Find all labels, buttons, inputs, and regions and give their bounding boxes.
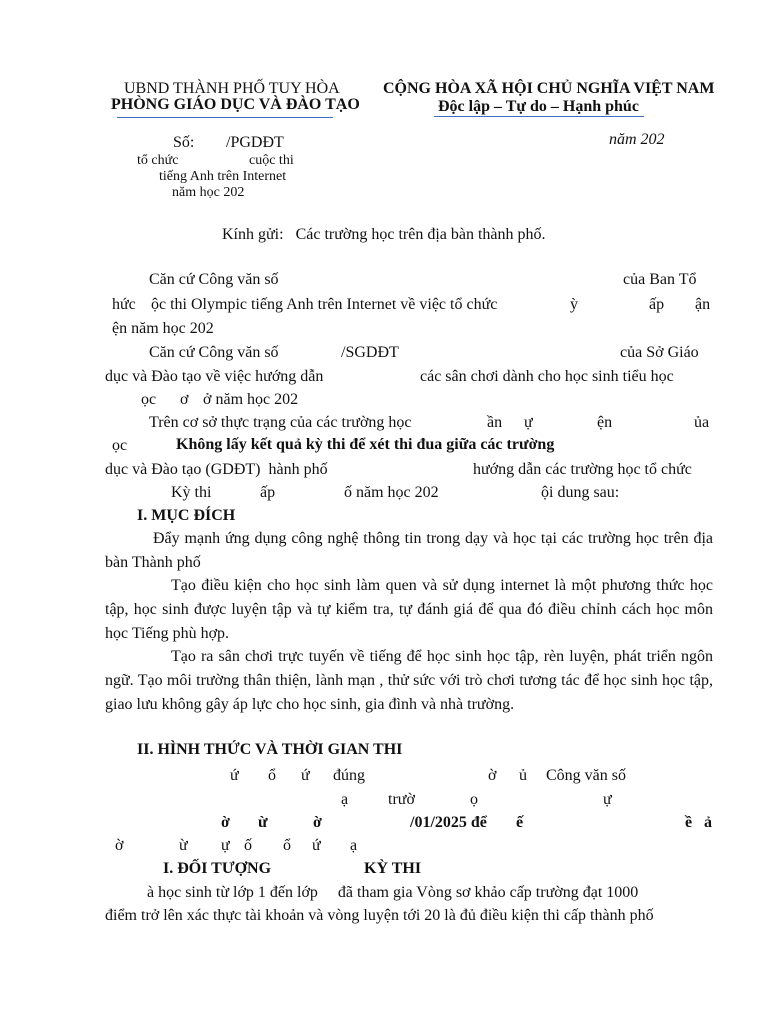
target-paragraph-first-line: à học sinh từ lớp 1 đến lớp đã tham gia Vòng sơ khảo cấp trường đạt 1000 <box>147 884 639 901</box>
body-text: Kỳ thi <box>171 484 212 501</box>
body-text: ờ <box>221 814 230 831</box>
body-text: ội dung sau: <box>541 484 620 501</box>
body-text: Căn cứ Công văn số <box>149 344 279 361</box>
body-text: ận <box>695 296 711 313</box>
body-text: ề <box>685 814 693 831</box>
body-text: các sân chơi dành cho học sinh tiểu học <box>420 368 674 385</box>
body-text: đúng <box>333 767 365 784</box>
body-text: ủa <box>694 414 710 431</box>
body-text: ện <box>597 414 613 431</box>
body-text: ờ <box>115 837 124 854</box>
national-title: CỘNG HÒA XÃ HỘI CHỦ NGHĨA VIỆT NAM <box>383 80 715 97</box>
body-text: ổ <box>283 837 291 854</box>
body-text: ọ <box>470 791 478 808</box>
body-text: ện năm học 202 <box>112 320 214 337</box>
body-text: ự <box>524 414 533 431</box>
body-text: dục và Đào tạo (GDĐT) hành phố <box>105 461 328 478</box>
body-text: ở năm học 202 <box>203 391 299 408</box>
document-number-label: Số: <box>173 134 195 151</box>
body-text: ừ <box>179 837 188 854</box>
body-text: ủ <box>519 767 527 784</box>
target-paragraph-rest: điểm trở lên xác thực tài khoản và vòng luyện tới 20 là đủ điều kiện thi cấp thành phố <box>105 907 654 924</box>
subject-line-2: tiếng Anh trên Internet <box>159 169 287 184</box>
body-text: ấp <box>649 296 665 313</box>
body-text: ứ <box>230 767 239 784</box>
body-text: dục và Đào tạo về việc hướng dẫn <box>105 368 324 385</box>
body-text: ỳ <box>570 296 578 313</box>
body-text: của Sở Giáo <box>620 344 699 361</box>
body-text: ọc <box>112 437 128 454</box>
left-header-rule <box>117 117 333 118</box>
body-text: Công văn số <box>546 767 626 784</box>
national-motto: Độc lập – Tự do – Hạnh phúc <box>438 98 639 115</box>
document-date: năm 202 <box>609 131 665 148</box>
document-number-code: /PGDĐT <box>226 134 284 151</box>
body-text: ờ <box>313 814 322 831</box>
body-text: ả <box>704 814 712 831</box>
section-heading-format-time: II. HÌNH THỨC VÀ THỜI GIAN THI <box>137 741 403 758</box>
body-text: ứ <box>301 767 310 784</box>
emphasis-text: Không lấy kết quả kỳ thi để xét thi đua giữa các trường <box>176 436 555 453</box>
body-text: ự <box>603 791 612 808</box>
purpose-paragraph-1: Đẩy mạnh ứng dụng công nghệ thông tin trong dạy và học tại các trường học trên địa bàn Thành phố <box>105 530 713 571</box>
body-text: ấp <box>260 484 276 501</box>
body-text: ổ <box>268 767 276 784</box>
section-heading-target: I. ĐỐI TƯỢNG <box>163 860 272 877</box>
body-text: ự <box>221 837 230 854</box>
body-text: ần <box>487 414 503 431</box>
body-text: Căn cứ Công văn số <box>149 271 279 288</box>
purpose-paragraph-2: Tạo điều kiện cho học sinh làm quen và sử dụng internet là một phương thức học tập, học sinh được luyện tập và tự kiểm tra, tự đánh giá để qua đó điều chỉnh cách học môn học Tiếng phù hợp. <box>105 577 713 642</box>
body-text: trườ <box>388 791 415 808</box>
greeting: Kính gửi: Các trường học trên địa bàn thành phố. <box>222 226 546 243</box>
body-text: ừ <box>258 814 268 831</box>
body-text: ờ <box>488 767 497 784</box>
section-heading-target-right: KỲ THI <box>364 860 422 877</box>
right-header-rule <box>434 116 644 117</box>
subject-line-1b: cuộc thi <box>249 153 294 168</box>
department-name: PHÒNG GIÁO DỤC VÀ ĐÀO TẠO <box>111 96 360 113</box>
body-text: hức <box>112 296 136 313</box>
body-text: ế <box>516 814 524 831</box>
body-text: /SGDĐT <box>341 344 399 361</box>
body-text: ứ <box>312 837 321 854</box>
section-heading-purpose: I. MỤC ĐÍCH <box>137 507 236 524</box>
body-text: ơ <box>180 391 189 408</box>
subject-line-1a: tổ chức <box>137 153 179 168</box>
body-text: ố <box>244 837 252 854</box>
body-text: ộc thi Olympic tiếng Anh trên Internet về việc tổ chức <box>151 296 498 313</box>
body-text: /01/2025 để <box>410 814 487 831</box>
org-name: UBND THÀNH PHỐ TUY HÒA <box>124 80 340 97</box>
body-text: ố năm học 202 <box>344 484 439 501</box>
body-text: hướng dẫn các trường học tổ chức <box>473 461 692 478</box>
body-text: Trên cơ sở thực trạng của các trường học <box>149 414 412 431</box>
purpose-paragraph-3: Tạo ra sân chơi trực tuyến về tiếng để học sinh học tập, rèn luyện, phát triển ngôn ngữ. Tạo môi trường thân thiện, lành mạn , thử sức với trò chơi tương tác để học sinh học tập, giao lưu không gây áp lực cho học sinh, gia đình và nhà trường. <box>105 648 713 713</box>
body-text: ạ <box>350 837 358 854</box>
body-text: ọc <box>141 391 157 408</box>
body-text: của Ban Tổ <box>623 271 697 288</box>
subject-line-3: năm học 202 <box>172 185 245 200</box>
body-text: ạ <box>341 791 349 808</box>
